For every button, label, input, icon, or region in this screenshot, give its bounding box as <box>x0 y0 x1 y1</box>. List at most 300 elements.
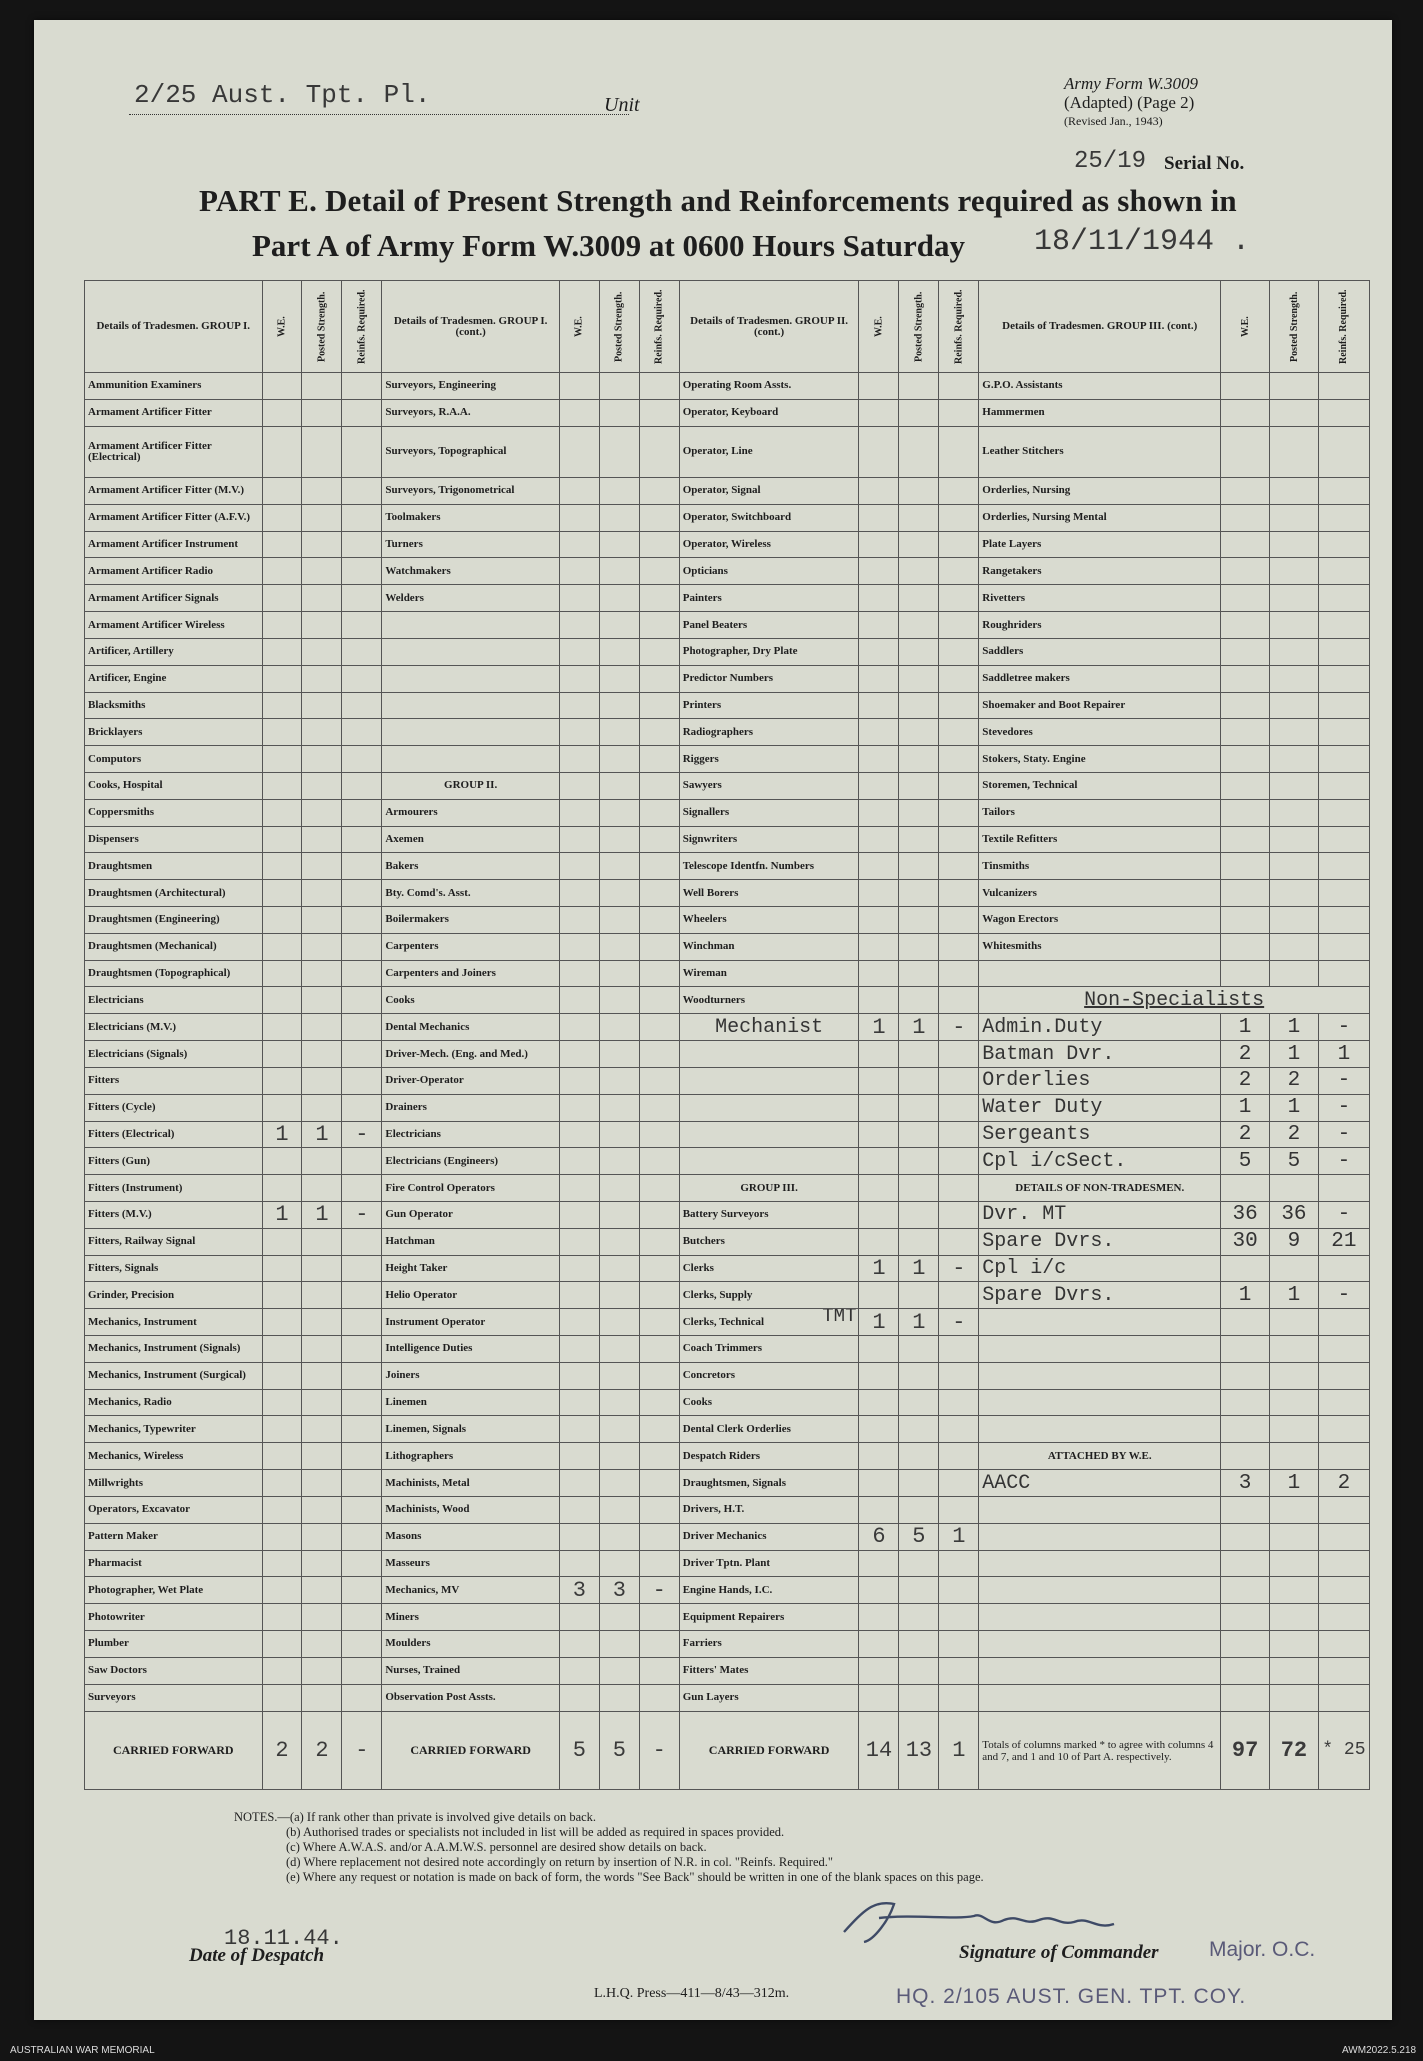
trade-label: Cooks <box>382 987 560 1014</box>
col-group2-cont: Details of Tradesmen. GROUP II. (cont.) <box>679 281 859 373</box>
value-ps <box>599 399 639 426</box>
value-rr <box>639 1604 679 1631</box>
value-rr <box>639 1255 679 1282</box>
unit-value: 2/25 Aust. Tpt. Pl. <box>134 80 431 110</box>
value-rr: - <box>342 1201 382 1228</box>
value-we: 2 <box>1221 1121 1270 1148</box>
value-rr <box>342 933 382 960</box>
value-rr <box>639 880 679 907</box>
value-ps <box>899 1470 939 1497</box>
trade-label: Masons <box>382 1523 560 1550</box>
value-rr <box>1318 907 1369 934</box>
trade-label: Coppersmiths <box>85 799 263 826</box>
value-rr <box>342 1630 382 1657</box>
value-ps: 1 <box>899 1014 939 1041</box>
value-rr <box>1318 1175 1369 1202</box>
value-rr <box>342 638 382 665</box>
trade-label <box>979 1389 1221 1416</box>
value-we <box>1221 853 1270 880</box>
trade-label: Surveyors <box>85 1684 263 1711</box>
value-rr: - <box>1318 1094 1369 1121</box>
trade-label: Gun Layers <box>679 1684 859 1711</box>
value-ps: 36 <box>1270 1201 1319 1228</box>
value-we: 1 <box>262 1201 302 1228</box>
trade-label: Operator, Keyboard <box>679 399 859 426</box>
value-we <box>859 853 899 880</box>
value-we <box>1221 373 1270 400</box>
value-ps <box>1270 1657 1319 1684</box>
value-ps <box>899 426 939 477</box>
value-rr <box>939 1175 979 1202</box>
trade-label: Dental Mechanics <box>382 1014 560 1041</box>
form-line1: Army Form W.3009 <box>1064 74 1198 93</box>
value-we <box>1221 426 1270 477</box>
value-we <box>1221 1496 1270 1523</box>
value-we <box>262 1577 302 1604</box>
value-we <box>859 1175 899 1202</box>
value-ps <box>1270 1416 1319 1443</box>
cf-totals-note: Totals of columns marked * to agree with columns 4 and 7, and 1 and 10 of Part A. respectively. <box>979 1712 1221 1790</box>
value-we <box>559 504 599 531</box>
despatch-label: Date of Despatch <box>189 1945 325 1966</box>
trade-label: Telescope Identfn. Numbers <box>679 853 859 880</box>
value-rr <box>1318 772 1369 799</box>
value-rr <box>342 1014 382 1041</box>
value-rr <box>939 1550 979 1577</box>
table-row <box>85 1684 1370 1711</box>
trade-label: Grinder, Precision <box>85 1282 263 1309</box>
value-ps <box>1270 1336 1319 1363</box>
table-row <box>85 1014 1370 1041</box>
value-we <box>1221 1577 1270 1604</box>
value-rr <box>639 933 679 960</box>
value-ps <box>302 399 342 426</box>
value-ps <box>899 399 939 426</box>
value-rr <box>939 585 979 612</box>
value-we <box>559 373 599 400</box>
trade-label: Operator, Wireless <box>679 531 859 558</box>
value-we <box>559 1094 599 1121</box>
table-row <box>85 1389 1370 1416</box>
value-rr <box>1318 426 1369 477</box>
col-we: W.E. <box>859 281 899 373</box>
value-ps <box>899 960 939 987</box>
value-rr <box>939 960 979 987</box>
note-e: (e) Where any request or notation is made on back of form, the words "See Back" should be written in one of the blank spaces on this page. <box>286 1870 984 1884</box>
value-we <box>1221 880 1270 907</box>
value-rr <box>639 826 679 853</box>
form-identifier <box>1064 74 1364 131</box>
value-rr <box>342 1362 382 1389</box>
value-ps <box>899 1496 939 1523</box>
value-we <box>559 799 599 826</box>
title-line2: Part A of Army Form W.3009 at 0600 Hours Saturday <box>252 228 965 263</box>
value-we <box>559 612 599 639</box>
value-we <box>559 1121 599 1148</box>
value-rr <box>342 719 382 746</box>
value-rr <box>939 1282 979 1309</box>
value-ps <box>1270 1684 1319 1711</box>
value-we <box>1221 1336 1270 1363</box>
value-rr <box>639 399 679 426</box>
value-we <box>262 399 302 426</box>
value-ps <box>899 1604 939 1631</box>
cf-c-rr: 1 <box>939 1712 979 1790</box>
trade-label <box>382 746 560 773</box>
value-ps <box>599 799 639 826</box>
table-row <box>85 1362 1370 1389</box>
trade-label: Cooks <box>679 1389 859 1416</box>
col-posted: Posted Strength. <box>302 281 342 373</box>
trade-label: Battery Surveyors <box>679 1201 859 1228</box>
value-rr <box>1318 1550 1369 1577</box>
table-row <box>85 799 1370 826</box>
value-we <box>262 504 302 531</box>
form-line3: (Revised Jan., 1943) <box>1064 114 1163 128</box>
value-rr <box>1318 1336 1369 1363</box>
table-row <box>85 880 1370 907</box>
value-rr <box>939 1630 979 1657</box>
trade-label: Draughtsmen (Mechanical) <box>85 933 263 960</box>
value-ps <box>1270 478 1319 505</box>
value-we <box>859 1443 899 1470</box>
trade-label: Dental Clerk Orderlies <box>679 1416 859 1443</box>
value-we <box>859 1630 899 1657</box>
value-ps <box>302 426 342 477</box>
value-ps <box>599 504 639 531</box>
trade-label: Rivetters <box>979 585 1221 612</box>
trade-label: Electricians (Signals) <box>85 1041 263 1068</box>
trade-label: Textile Refitters <box>979 826 1221 853</box>
trade-label: Mechanics, Instrument (Signals) <box>85 1336 263 1363</box>
value-rr <box>639 638 679 665</box>
trade-label <box>979 1336 1221 1363</box>
value-ps <box>302 960 342 987</box>
value-we <box>1221 1389 1270 1416</box>
trade-label: Operators, Excavator <box>85 1496 263 1523</box>
value-ps <box>899 719 939 746</box>
value-ps <box>1270 853 1319 880</box>
value-ps <box>899 1148 939 1175</box>
value-we <box>262 1550 302 1577</box>
value-rr <box>342 399 382 426</box>
trade-label: Sawyers <box>679 772 859 799</box>
cf-label: CARRIED FORWARD <box>679 1712 859 1790</box>
trade-label <box>979 960 1221 987</box>
trade-label: Cooks, Hospital <box>85 772 263 799</box>
value-ps <box>899 478 939 505</box>
value-ps <box>1270 373 1319 400</box>
value-rr <box>1318 531 1369 558</box>
value-we <box>262 1041 302 1068</box>
value-ps <box>899 1416 939 1443</box>
col-reinfs: Reinfs. Required. <box>939 281 979 373</box>
value-rr <box>1318 933 1369 960</box>
value-rr <box>1318 799 1369 826</box>
form-line2: (Adapted) (Page 2) <box>1064 93 1195 112</box>
trade-label: Pharmacist <box>85 1550 263 1577</box>
value-rr <box>939 826 979 853</box>
value-rr: - <box>1318 1067 1369 1094</box>
table-row <box>85 504 1370 531</box>
value-rr <box>939 880 979 907</box>
value-we <box>859 1362 899 1389</box>
cf-label: CARRIED FORWARD <box>382 1712 560 1790</box>
value-ps <box>1270 1496 1319 1523</box>
value-we <box>859 987 899 1014</box>
value-rr <box>939 1470 979 1497</box>
col-reinfs: Reinfs. Required. <box>639 281 679 373</box>
value-ps <box>599 1362 639 1389</box>
value-we <box>559 880 599 907</box>
value-we <box>559 399 599 426</box>
value-ps <box>899 772 939 799</box>
trade-label: Mechanics, Typewriter <box>85 1416 263 1443</box>
col-we: W.E. <box>1221 281 1270 373</box>
value-ps: 1 <box>1270 1282 1319 1309</box>
trade-label: Driver-Mech. (Eng. and Med.) <box>382 1041 560 1068</box>
value-ps <box>899 1067 939 1094</box>
value-we <box>1221 1684 1270 1711</box>
value-rr <box>1318 585 1369 612</box>
table-row <box>85 960 1370 987</box>
value-we <box>859 1282 899 1309</box>
value-rr <box>639 585 679 612</box>
value-we <box>559 933 599 960</box>
value-rr <box>939 1604 979 1631</box>
value-ps <box>899 1362 939 1389</box>
table-row <box>85 665 1370 692</box>
value-rr <box>342 826 382 853</box>
trade-label: Carpenters and Joiners <box>382 960 560 987</box>
value-we <box>1221 746 1270 773</box>
value-ps <box>599 880 639 907</box>
value-rr <box>939 1201 979 1228</box>
trade-label: Orderlies, Nursing <box>979 478 1221 505</box>
value-rr: - <box>939 1309 979 1336</box>
value-we <box>1221 1523 1270 1550</box>
value-rr <box>342 1470 382 1497</box>
value-we <box>859 665 899 692</box>
value-we <box>262 665 302 692</box>
value-rr: - <box>1318 1201 1369 1228</box>
value-rr <box>342 1148 382 1175</box>
value-we <box>1221 1550 1270 1577</box>
value-ps <box>899 1443 939 1470</box>
trade-label: Saddlers <box>979 638 1221 665</box>
table-row <box>85 1657 1370 1684</box>
table-row <box>85 1148 1370 1175</box>
value-ps <box>302 1657 342 1684</box>
value-we <box>262 478 302 505</box>
value-we <box>859 799 899 826</box>
value-rr <box>639 1041 679 1068</box>
value-we <box>262 746 302 773</box>
value-rr <box>939 853 979 880</box>
trade-label: Painters <box>679 585 859 612</box>
value-we <box>559 478 599 505</box>
value-ps <box>899 1630 939 1657</box>
value-ps <box>302 585 342 612</box>
value-we <box>1221 960 1270 987</box>
trade-label: Driver Mechanics <box>679 1523 859 1550</box>
value-rr <box>639 504 679 531</box>
trade-label: Artificer, Artillery <box>85 638 263 665</box>
value-ps <box>1270 1443 1319 1470</box>
value-rr <box>939 1336 979 1363</box>
value-rr <box>1318 853 1369 880</box>
table-row <box>85 1630 1370 1657</box>
value-rr: - <box>1318 1014 1369 1041</box>
archive-id: AWM2022.5.218 <box>1342 2045 1417 2056</box>
value-rr: - <box>939 1014 979 1041</box>
trade-label: Draughtsmen, Signals <box>679 1470 859 1497</box>
value-rr <box>939 638 979 665</box>
trade-label: Armament Artificer Fitter <box>85 399 263 426</box>
value-we: 1 <box>859 1309 899 1336</box>
value-rr <box>639 692 679 719</box>
trade-label: Operator, Signal <box>679 478 859 505</box>
trade-label: Armament Artificer Wireless <box>85 612 263 639</box>
value-we <box>262 1389 302 1416</box>
value-ps <box>302 1362 342 1389</box>
value-we <box>1221 531 1270 558</box>
value-ps <box>599 558 639 585</box>
value-ps <box>1270 638 1319 665</box>
value-rr <box>939 1389 979 1416</box>
value-we <box>859 504 899 531</box>
trade-label: Helio Operator <box>382 1282 560 1309</box>
value-ps <box>302 1309 342 1336</box>
table-row <box>85 987 1370 1014</box>
value-rr <box>342 1228 382 1255</box>
value-we <box>859 933 899 960</box>
value-ps <box>302 1523 342 1550</box>
value-ps: 1 <box>1270 1014 1319 1041</box>
value-ps <box>599 719 639 746</box>
trade-label: Draughtsmen (Architectural) <box>85 880 263 907</box>
trade-label <box>979 1523 1221 1550</box>
value-rr <box>342 531 382 558</box>
value-ps <box>599 1496 639 1523</box>
trade-label: Coach Trimmers <box>679 1336 859 1363</box>
trade-label: Welders <box>382 585 560 612</box>
value-ps <box>302 719 342 746</box>
value-rr <box>342 558 382 585</box>
value-ps <box>899 1228 939 1255</box>
value-rr <box>639 772 679 799</box>
value-we <box>262 826 302 853</box>
value-ps <box>599 373 639 400</box>
trade-label: Fitters (M.V.) <box>85 1201 263 1228</box>
trade-label: Axemen <box>382 826 560 853</box>
value-ps <box>599 933 639 960</box>
value-ps <box>599 826 639 853</box>
value-ps <box>302 853 342 880</box>
trade-label: Dispensers <box>85 826 263 853</box>
table-row <box>85 1523 1370 1550</box>
value-we <box>559 1523 599 1550</box>
value-ps <box>599 907 639 934</box>
value-we <box>262 799 302 826</box>
value-ps <box>899 1041 939 1068</box>
cf-c-ps: 13 <box>899 1712 939 1790</box>
value-ps <box>599 772 639 799</box>
value-rr <box>939 772 979 799</box>
value-rr <box>639 1470 679 1497</box>
value-we <box>262 719 302 746</box>
trade-label: Moulders <box>382 1630 560 1657</box>
value-rr <box>939 1228 979 1255</box>
value-ps <box>599 612 639 639</box>
value-ps <box>899 1201 939 1228</box>
trade-label: Stevedores <box>979 719 1221 746</box>
value-rr <box>639 746 679 773</box>
value-rr <box>342 960 382 987</box>
value-ps <box>302 933 342 960</box>
value-rr <box>342 1523 382 1550</box>
trade-label: Mechanics, MV <box>382 1577 560 1604</box>
value-rr: - <box>342 1121 382 1148</box>
value-we: 1 <box>859 1255 899 1282</box>
value-we <box>1221 907 1270 934</box>
value-ps <box>599 426 639 477</box>
value-we <box>262 1496 302 1523</box>
value-rr <box>342 426 382 477</box>
trade-label: Wireman <box>679 960 859 987</box>
value-rr <box>1318 1496 1369 1523</box>
value-rr <box>1318 1362 1369 1389</box>
value-ps <box>302 1389 342 1416</box>
value-ps <box>1270 585 1319 612</box>
value-we <box>559 1228 599 1255</box>
value-rr <box>342 853 382 880</box>
value-rr <box>1318 1389 1369 1416</box>
value-ps <box>302 1550 342 1577</box>
trade-label: Lithographers <box>382 1443 560 1470</box>
trade-label: Shoemaker and Boot Repairer <box>979 692 1221 719</box>
trade-label: Machinists, Wood <box>382 1496 560 1523</box>
value-ps <box>899 1175 939 1202</box>
value-ps <box>302 1470 342 1497</box>
value-we <box>559 1550 599 1577</box>
trade-label: Fitters (Cycle) <box>85 1094 263 1121</box>
value-rr <box>639 1523 679 1550</box>
value-we <box>559 585 599 612</box>
value-we <box>1221 1255 1270 1282</box>
unit-line <box>129 114 629 115</box>
value-rr <box>639 1014 679 1041</box>
value-ps <box>599 1175 639 1202</box>
trade-label: Mechanics, Radio <box>85 1389 263 1416</box>
table-row <box>85 612 1370 639</box>
table-row <box>85 399 1370 426</box>
value-ps <box>302 1443 342 1470</box>
value-we <box>559 1309 599 1336</box>
trade-label: Signwriters <box>679 826 859 853</box>
value-we <box>859 1496 899 1523</box>
table-row <box>85 692 1370 719</box>
trade-label: Nurses, Trained <box>382 1657 560 1684</box>
value-we <box>262 1175 302 1202</box>
value-we <box>262 1309 302 1336</box>
trade-label <box>979 1416 1221 1443</box>
table-row <box>85 1041 1370 1068</box>
value-ps <box>899 585 939 612</box>
typed-note: TMT <box>822 1308 857 1328</box>
value-we <box>1221 399 1270 426</box>
value-we <box>262 933 302 960</box>
